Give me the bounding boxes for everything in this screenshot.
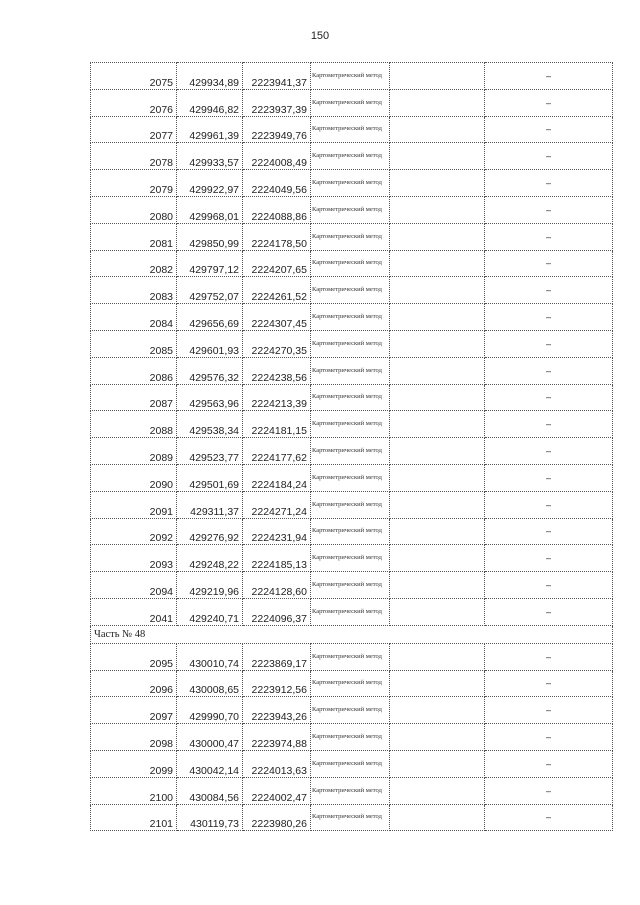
x-coordinate-cell: 429601,93 <box>177 330 243 357</box>
point-cell: 2090 <box>91 464 177 491</box>
table-row <box>91 697 613 724</box>
x-coordinate-cell: 430042,14 <box>177 750 243 777</box>
table-row <box>91 598 613 625</box>
method-cell: Картометрический метод <box>311 384 390 411</box>
table-row <box>91 545 613 572</box>
y-coordinate-cell: 2224181,15 <box>243 411 311 438</box>
x-coordinate-cell: 429248,22 <box>177 545 243 572</box>
empty-cell <box>390 545 485 572</box>
note-cell: – <box>485 670 613 697</box>
x-coordinate-cell: 429538,34 <box>177 411 243 438</box>
table-row <box>91 750 613 777</box>
table-row <box>91 89 613 116</box>
note-cell: – <box>485 777 613 804</box>
method-cell: Картометрический метод <box>311 545 390 572</box>
point-cell: 2088 <box>91 411 177 438</box>
x-coordinate-cell: 429576,32 <box>177 357 243 384</box>
empty-cell <box>390 518 485 545</box>
point-cell: 2101 <box>91 804 177 831</box>
table-row <box>91 250 613 277</box>
method-cell: Картометрический метод <box>311 697 390 724</box>
y-coordinate-cell: 2224185,13 <box>243 545 311 572</box>
method-cell: Картометрический метод <box>311 411 390 438</box>
point-cell: 2083 <box>91 277 177 304</box>
empty-cell <box>390 491 485 518</box>
point-cell: 2097 <box>91 697 177 724</box>
empty-cell <box>390 724 485 751</box>
empty-cell <box>390 304 485 331</box>
x-coordinate-cell: 429968,01 <box>177 196 243 223</box>
empty-cell <box>390 357 485 384</box>
method-cell: Картометрический метод <box>311 438 390 465</box>
y-coordinate-cell: 2224008,49 <box>243 143 311 170</box>
table-row <box>91 277 613 304</box>
empty-cell <box>390 598 485 625</box>
point-cell: 2079 <box>91 170 177 197</box>
note-cell: – <box>485 724 613 751</box>
table-row <box>91 643 613 670</box>
method-cell: Картометрический метод <box>311 518 390 545</box>
y-coordinate-cell: 2224128,60 <box>243 572 311 599</box>
point-cell: 2091 <box>91 491 177 518</box>
y-coordinate-cell: 2224207,65 <box>243 250 311 277</box>
method-cell: Картометрический метод <box>311 116 390 143</box>
table-row <box>91 330 613 357</box>
empty-cell <box>390 464 485 491</box>
table-row <box>91 518 613 545</box>
method-cell: Картометрический метод <box>311 223 390 250</box>
note-cell: – <box>485 63 613 90</box>
point-cell: 2094 <box>91 572 177 599</box>
note-cell: – <box>485 384 613 411</box>
table-row <box>91 724 613 751</box>
point-cell: 2092 <box>91 518 177 545</box>
x-coordinate-cell: 429946,82 <box>177 89 243 116</box>
note-cell: – <box>485 518 613 545</box>
point-cell: 2099 <box>91 750 177 777</box>
table-row <box>91 304 613 331</box>
table-row <box>91 143 613 170</box>
y-coordinate-cell: 2224049,56 <box>243 170 311 197</box>
point-cell: 2081 <box>91 223 177 250</box>
note-cell: – <box>485 438 613 465</box>
point-cell: 2098 <box>91 724 177 751</box>
point-cell: 2082 <box>91 250 177 277</box>
note-cell: – <box>485 89 613 116</box>
method-cell: Картометрический метод <box>311 491 390 518</box>
method-cell: Картометрический метод <box>311 643 390 670</box>
table-row <box>91 384 613 411</box>
note-cell: – <box>485 250 613 277</box>
table-row <box>91 196 613 223</box>
point-cell: 2085 <box>91 330 177 357</box>
method-cell: Картометрический метод <box>311 170 390 197</box>
x-coordinate-cell: 429922,97 <box>177 170 243 197</box>
table-row <box>91 464 613 491</box>
y-coordinate-cell: 2224088,86 <box>243 196 311 223</box>
empty-cell <box>390 411 485 438</box>
point-cell: 2093 <box>91 545 177 572</box>
method-cell: Картометрический метод <box>311 777 390 804</box>
y-coordinate-cell: 2224184,24 <box>243 464 311 491</box>
part-label: Часть № 48 <box>91 625 613 643</box>
point-cell: 2100 <box>91 777 177 804</box>
note-cell: – <box>485 143 613 170</box>
page-number: 150 <box>310 30 330 42</box>
empty-cell <box>390 697 485 724</box>
table-row <box>91 438 613 465</box>
method-cell: Картометрический метод <box>311 143 390 170</box>
y-coordinate-cell: 2223869,17 <box>243 643 311 670</box>
table-row <box>91 63 613 90</box>
point-cell: 2078 <box>91 143 177 170</box>
y-coordinate-cell: 2224270,35 <box>243 330 311 357</box>
note-cell: – <box>485 598 613 625</box>
y-coordinate-cell: 2224002,47 <box>243 777 311 804</box>
x-coordinate-cell: 429990,70 <box>177 697 243 724</box>
note-cell: – <box>485 491 613 518</box>
empty-cell <box>390 670 485 697</box>
empty-cell <box>390 330 485 357</box>
x-coordinate-cell: 429563,96 <box>177 384 243 411</box>
method-cell: Картометрический метод <box>311 196 390 223</box>
point-cell: 2086 <box>91 357 177 384</box>
method-cell: Картометрический метод <box>311 277 390 304</box>
x-coordinate-cell: 430008,65 <box>177 670 243 697</box>
method-cell: Картометрический метод <box>311 304 390 331</box>
y-coordinate-cell: 2224096,37 <box>243 598 311 625</box>
empty-cell <box>390 223 485 250</box>
empty-cell <box>390 250 485 277</box>
note-cell: – <box>485 643 613 670</box>
note-cell: – <box>485 545 613 572</box>
x-coordinate-cell: 429934,89 <box>177 63 243 90</box>
empty-cell <box>390 63 485 90</box>
note-cell: – <box>485 750 613 777</box>
table-row <box>91 357 613 384</box>
note-cell: – <box>485 357 613 384</box>
x-coordinate-cell: 429797,12 <box>177 250 243 277</box>
x-coordinate-cell: 429523,77 <box>177 438 243 465</box>
x-coordinate-cell: 429276,92 <box>177 518 243 545</box>
point-cell: 2084 <box>91 304 177 331</box>
x-coordinate-cell: 429933,57 <box>177 143 243 170</box>
table-row <box>91 223 613 250</box>
table-row <box>91 411 613 438</box>
point-cell: 2089 <box>91 438 177 465</box>
empty-cell <box>390 143 485 170</box>
method-cell: Картометрический метод <box>311 357 390 384</box>
point-cell: 2096 <box>91 670 177 697</box>
note-cell: – <box>485 572 613 599</box>
note-cell: – <box>485 223 613 250</box>
note-cell: – <box>485 170 613 197</box>
x-coordinate-cell: 430010,74 <box>177 643 243 670</box>
x-coordinate-cell: 429961,39 <box>177 116 243 143</box>
note-cell: – <box>485 277 613 304</box>
empty-cell <box>390 89 485 116</box>
y-coordinate-cell: 2224178,50 <box>243 223 311 250</box>
point-cell: 2095 <box>91 643 177 670</box>
y-coordinate-cell: 2223949,76 <box>243 116 311 143</box>
note-cell: – <box>485 304 613 331</box>
x-coordinate-cell: 429656,69 <box>177 304 243 331</box>
point-cell: 2080 <box>91 196 177 223</box>
empty-cell <box>390 750 485 777</box>
empty-cell <box>390 804 485 831</box>
y-coordinate-cell: 2223980,26 <box>243 804 311 831</box>
empty-cell <box>390 572 485 599</box>
y-coordinate-cell: 2223974,88 <box>243 724 311 751</box>
y-coordinate-cell: 2223941,37 <box>243 63 311 90</box>
empty-cell <box>390 777 485 804</box>
x-coordinate-cell: 429240,71 <box>177 598 243 625</box>
y-coordinate-cell: 2224271,24 <box>243 491 311 518</box>
y-coordinate-cell: 2224238,56 <box>243 357 311 384</box>
y-coordinate-cell: 2224261,52 <box>243 277 311 304</box>
x-coordinate-cell: 429501,69 <box>177 464 243 491</box>
point-cell: 2076 <box>91 89 177 116</box>
x-coordinate-cell: 429219,96 <box>177 572 243 599</box>
empty-cell <box>390 170 485 197</box>
table-row <box>91 670 613 697</box>
x-coordinate-cell: 430084,56 <box>177 777 243 804</box>
empty-cell <box>390 116 485 143</box>
note-cell: – <box>485 697 613 724</box>
method-cell: Картометрический метод <box>311 464 390 491</box>
y-coordinate-cell: 2224013,63 <box>243 750 311 777</box>
empty-cell <box>390 384 485 411</box>
y-coordinate-cell: 2223943,26 <box>243 697 311 724</box>
note-cell: – <box>485 464 613 491</box>
method-cell: Картометрический метод <box>311 750 390 777</box>
empty-cell <box>390 438 485 465</box>
point-cell: 2075 <box>91 63 177 90</box>
x-coordinate-cell: 429311,37 <box>177 491 243 518</box>
empty-cell <box>390 196 485 223</box>
note-cell: – <box>485 330 613 357</box>
point-cell: 2077 <box>91 116 177 143</box>
empty-cell <box>390 277 485 304</box>
part-row <box>91 625 613 643</box>
method-cell: Картометрический метод <box>311 572 390 599</box>
note-cell: – <box>485 196 613 223</box>
note-cell: – <box>485 411 613 438</box>
point-cell: 2087 <box>91 384 177 411</box>
point-cell: 2041 <box>91 598 177 625</box>
table-row <box>91 804 613 831</box>
x-coordinate-cell: 430000,47 <box>177 724 243 751</box>
method-cell: Картометрический метод <box>311 804 390 831</box>
x-coordinate-cell: 429850,99 <box>177 223 243 250</box>
table-row <box>91 777 613 804</box>
method-cell: Картометрический метод <box>311 89 390 116</box>
empty-cell <box>390 643 485 670</box>
table-row <box>91 572 613 599</box>
note-cell: – <box>485 804 613 831</box>
method-cell: Картометрический метод <box>311 63 390 90</box>
x-coordinate-cell: 430119,73 <box>177 804 243 831</box>
x-coordinate-cell: 429752,07 <box>177 277 243 304</box>
y-coordinate-cell: 2224231,94 <box>243 518 311 545</box>
method-cell: Картометрический метод <box>311 598 390 625</box>
y-coordinate-cell: 2224177,62 <box>243 438 311 465</box>
method-cell: Картометрический метод <box>311 724 390 751</box>
method-cell: Картометрический метод <box>311 250 390 277</box>
table-row <box>91 491 613 518</box>
y-coordinate-cell: 2224307,45 <box>243 304 311 331</box>
table-row <box>91 116 613 143</box>
table-row <box>91 170 613 197</box>
y-coordinate-cell: 2223937,39 <box>243 89 311 116</box>
coordinates-table <box>90 62 613 831</box>
y-coordinate-cell: 2223912,56 <box>243 670 311 697</box>
note-cell: – <box>485 116 613 143</box>
method-cell: Картометрический метод <box>311 330 390 357</box>
method-cell: Картометрический метод <box>311 670 390 697</box>
y-coordinate-cell: 2224213,39 <box>243 384 311 411</box>
